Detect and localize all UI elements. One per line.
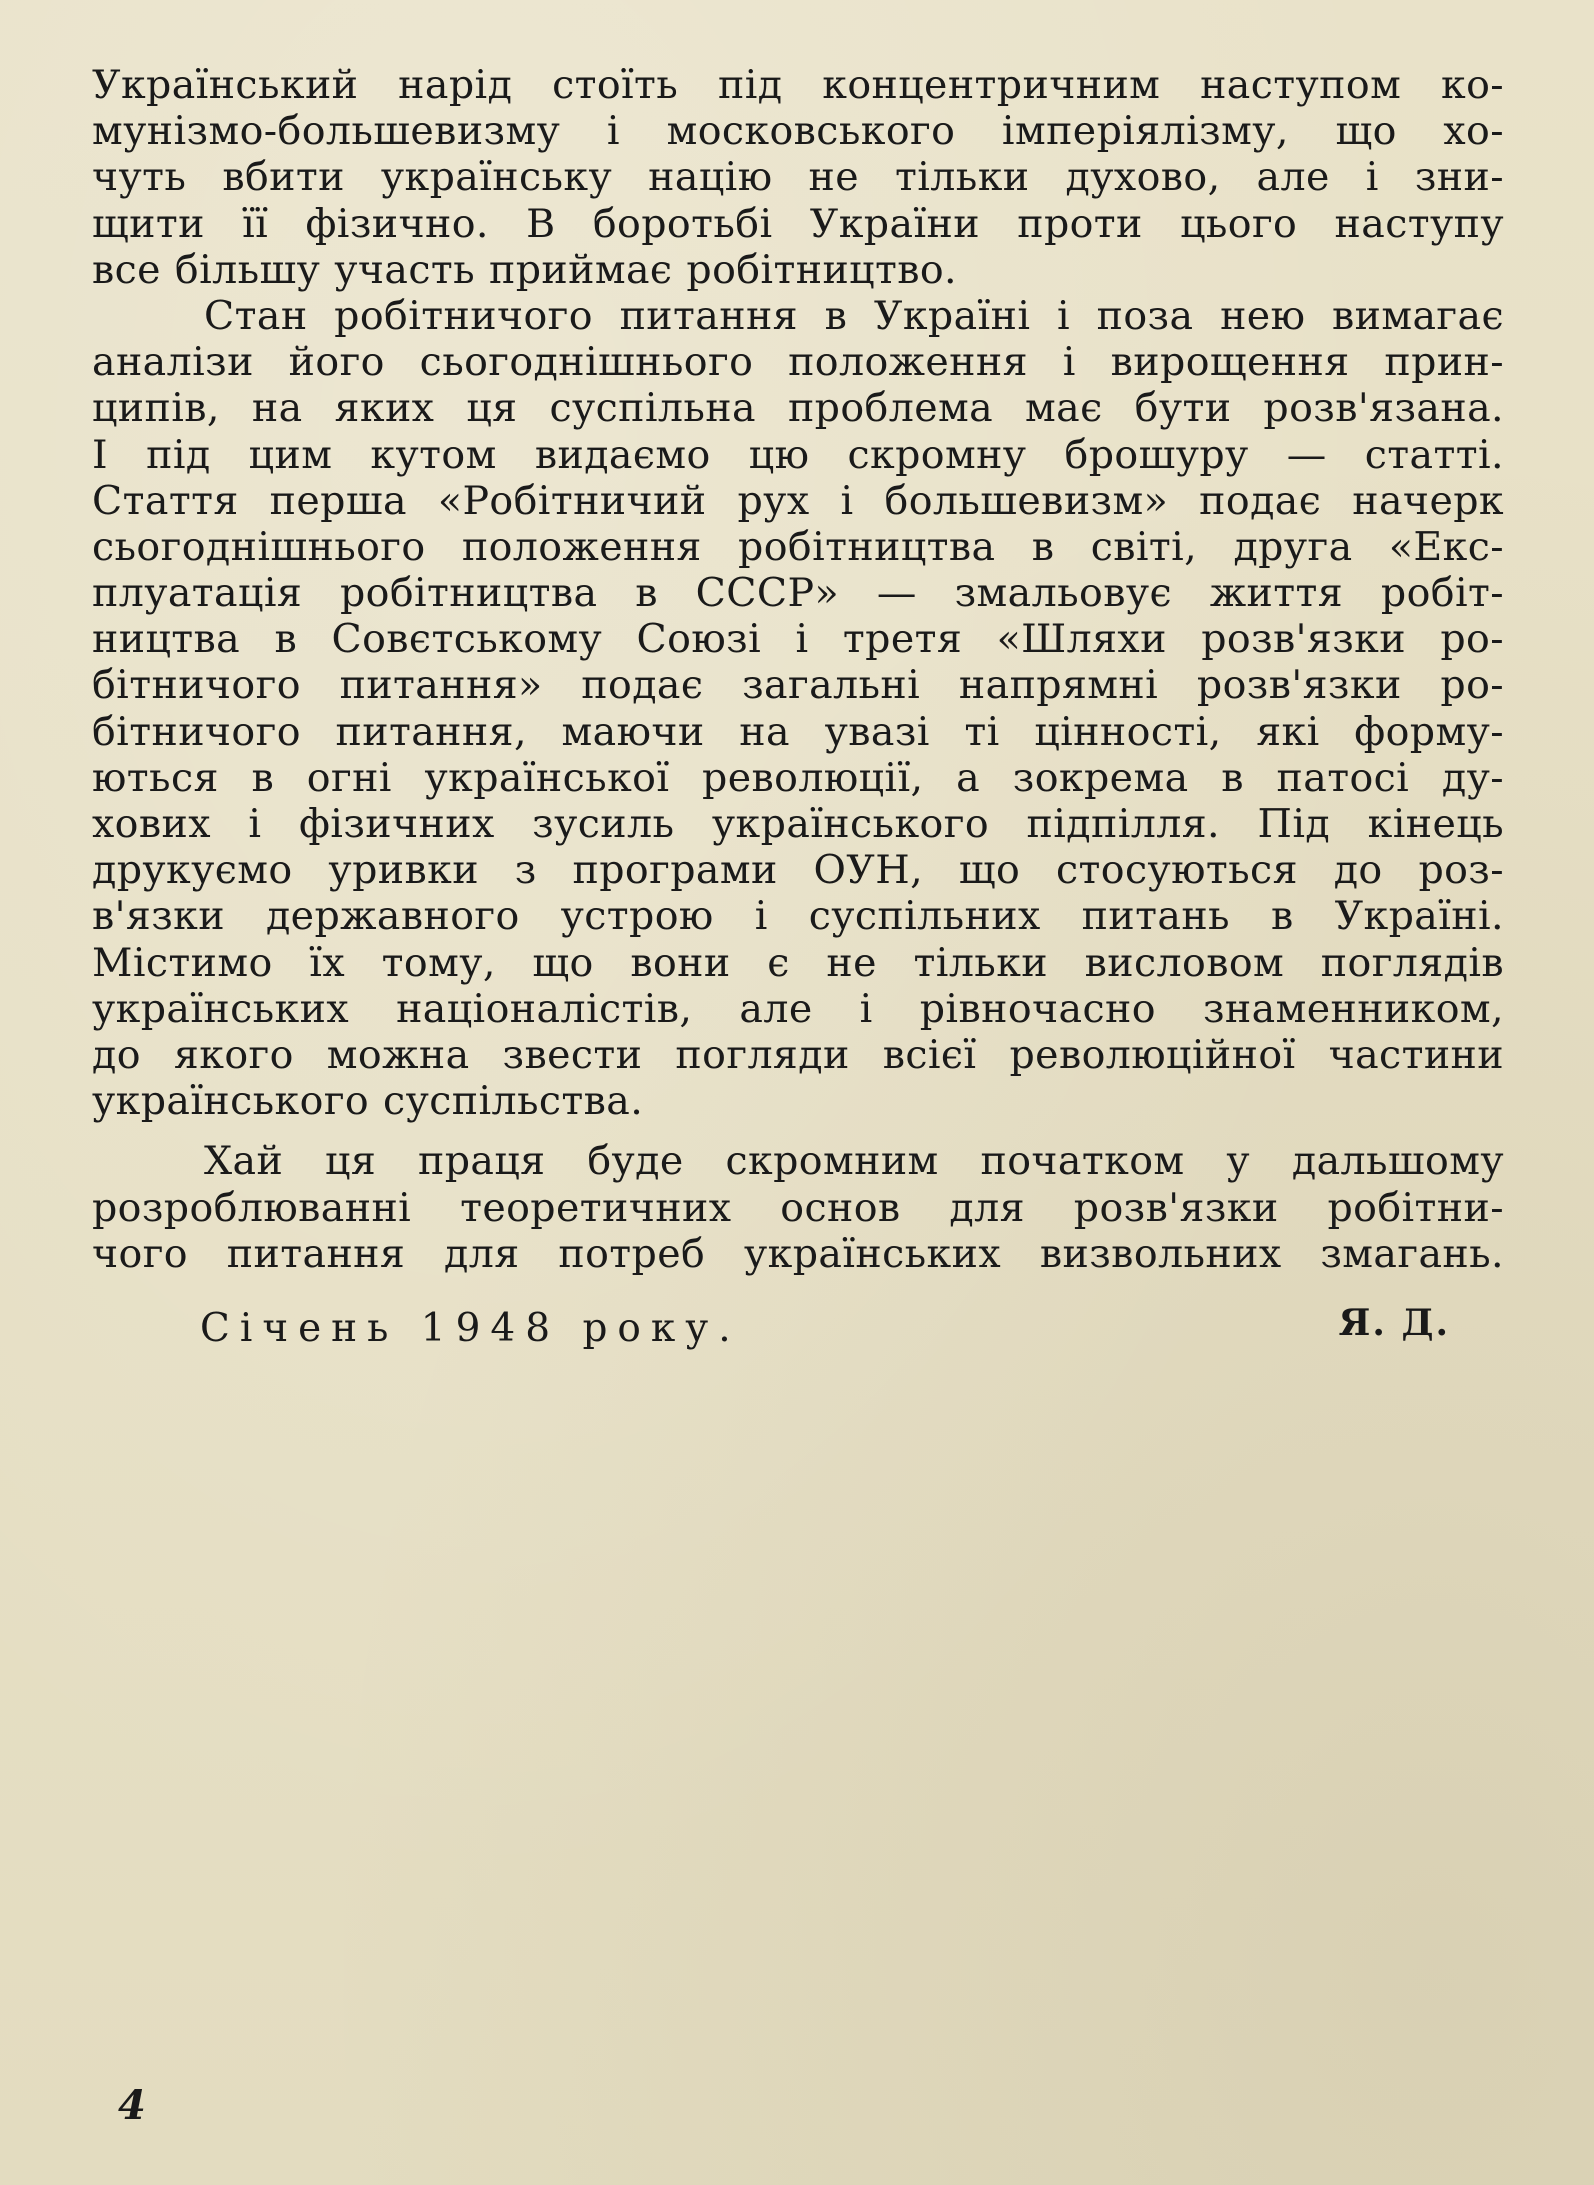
text-line: українського суспільства.: [92, 1078, 644, 1125]
text-line: ципів, на яких ця суспільна проблема має бути розв'язана.: [92, 385, 1504, 432]
main-text: [92, 62, 1504, 1277]
text-line: в'язки державного устрою і суспільних питань в Україні.: [92, 893, 1504, 940]
text-line: розроблюванні теоретичних основ для розв'язки робітни-: [92, 1184, 1504, 1231]
text-line: Стан робітничого питання в Україні і поза нею вимагає: [204, 292, 1504, 339]
text-line: все більшу участь приймає робітництво.: [92, 246, 957, 293]
text-line: мунізмо-большевизму і московського імперіялізму, що хо-: [92, 108, 1504, 155]
text-line: аналізи його сьогоднішнього положення і вирощення прин-: [92, 339, 1504, 386]
text-line: щити її фізично. В боротьбі України проти цього наступу: [92, 200, 1504, 247]
text-line: бітничого питання» подає загальні напрямні розв'язки ро-: [92, 662, 1504, 709]
text-line: І під цим кутом видаємо цю скромну брошуру — статті.: [92, 431, 1504, 478]
text-line: Стаття перша «Робітничий рух і большевизм» подає начерк: [92, 477, 1504, 524]
text-line: Хай ця праця буде скромним початком у дальшому: [204, 1138, 1504, 1185]
author-initials: Я. Д.: [1338, 1302, 1450, 1344]
signature-row: [200, 1302, 1450, 1356]
page-number: 4: [118, 2082, 146, 2129]
paragraph-3: [92, 1138, 1504, 1277]
paragraph-gap: [92, 1124, 1504, 1138]
text-line: плуатація робітництва в СССР» — змальовує життя робіт-: [92, 570, 1504, 617]
paragraph-2: [92, 293, 1504, 1124]
text-line: чого питання для потреб українських визвольних змагань.: [92, 1230, 1504, 1277]
text-line: Містимо їх тому, що вони є не тільки висловом поглядів: [92, 939, 1504, 986]
text-line: хових і фізичних зусиль українського підпілля. Під кінець: [92, 801, 1504, 847]
paragraph-1: [92, 62, 1504, 293]
text-line: чуть вбити українську націю не тільки духово, але і зни-: [92, 154, 1504, 201]
text-line: друкуємо уривки з програми ОУН, що стосуються до роз-: [92, 847, 1504, 894]
text-line: Український нарід стоїть під концентричним наступом ко-: [92, 62, 1504, 108]
text-line: бітничого питання, маючи на увазі ті цінності, які форму-: [92, 708, 1504, 755]
text-line: сьогоднішнього положення робітництва в світі, друга «Екс-: [92, 523, 1504, 570]
text-line: ються в огні української революції, а зокрема в патосі ду-: [92, 754, 1504, 801]
date-line: Січень 1948 року.: [200, 1306, 741, 1351]
text-line: до якого можна звести погляди всієї революційної частини: [92, 1031, 1504, 1078]
text-line: українських націоналістів, але і рівночасно знаменником,: [92, 985, 1504, 1032]
text-line: ництва в Совєтському Союзі і третя «Шляхи розв'язки ро-: [92, 616, 1504, 663]
